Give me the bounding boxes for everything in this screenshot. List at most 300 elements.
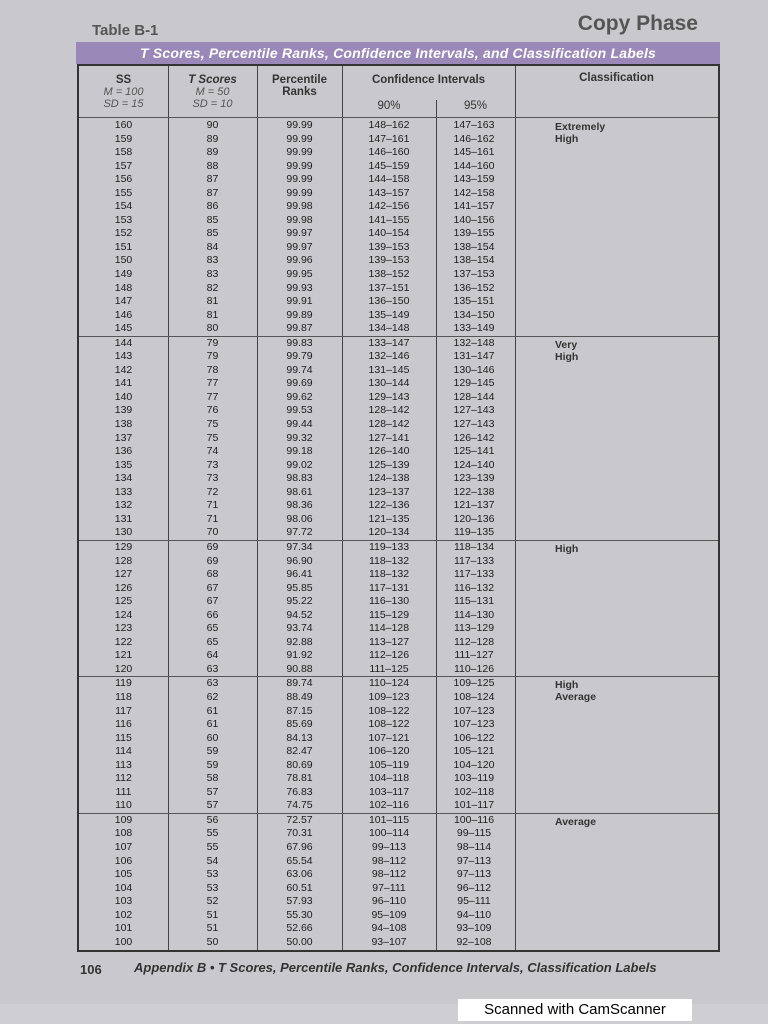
table-row — [79, 513, 718, 527]
percentile-cell: 99.02 — [286, 458, 313, 471]
t-score-cell: 72 — [206, 485, 219, 498]
ci90-cell: 138–152 — [368, 268, 410, 281]
ci90-cell: 98–112 — [371, 868, 407, 881]
classification-group — [79, 676, 718, 812]
percentile-cell: 99.99 — [286, 173, 313, 186]
table-row — [79, 445, 718, 459]
table-row — [79, 595, 718, 609]
ci95-cell: 94–110 — [456, 908, 492, 921]
header-ci: Confidence Intervals — [371, 74, 486, 86]
ss-cell: 145 — [114, 322, 133, 335]
t-score-cell: 73 — [206, 458, 219, 471]
t-score-cell: 61 — [206, 704, 219, 717]
ci95-cell: 92–108 — [456, 935, 492, 948]
percentile-cell: 99.99 — [286, 186, 313, 199]
header-divider — [79, 117, 718, 118]
percentile-cell: 92.88 — [286, 635, 313, 648]
classification-label: Extremely — [555, 121, 606, 133]
scanner-watermark: Scanned with CamScanner — [458, 999, 692, 1021]
t-score-cell: 54 — [206, 854, 219, 867]
percentile-cell: 99.53 — [286, 404, 313, 417]
percentile-cell: 76.83 — [286, 785, 313, 798]
ss-cell: 142 — [114, 363, 133, 376]
table-body — [79, 119, 718, 949]
table-row — [79, 814, 718, 828]
percentile-cell: 78.81 — [286, 772, 313, 785]
table-row — [79, 119, 718, 133]
ci90-cell: 142–156 — [368, 200, 410, 213]
t-score-cell: 51 — [206, 908, 219, 921]
ci95-cell: 137–153 — [453, 268, 495, 281]
percentile-cell: 99.93 — [286, 281, 313, 294]
ss-cell: 103 — [114, 895, 133, 908]
ci95-cell: 122–138 — [453, 485, 495, 498]
ci90-cell: 143–157 — [368, 186, 410, 199]
ci95-cell: 102–118 — [453, 785, 495, 798]
percentile-cell: 82.47 — [286, 745, 313, 758]
ss-cell: 152 — [114, 227, 133, 240]
ci90-cell: 128–142 — [368, 418, 410, 431]
score-table — [77, 64, 720, 952]
percentile-cell: 99.89 — [286, 308, 313, 321]
ci95-cell: 125–141 — [453, 445, 495, 458]
classification-label: Very — [555, 338, 578, 351]
percentile-cell: 50.00 — [286, 935, 313, 948]
ci90-cell: 120–134 — [368, 526, 410, 539]
ss-cell: 112 — [115, 772, 132, 785]
percentile-cell: 91.92 — [286, 649, 313, 662]
table-row — [79, 187, 718, 201]
t-score-cell: 55 — [206, 827, 219, 840]
ci95-cell: 129–145 — [453, 377, 495, 390]
ci95-cell: 96–112 — [456, 881, 492, 894]
ci95-cell: 127–143 — [453, 418, 495, 431]
ss-cell: 143 — [114, 350, 133, 363]
ci90-cell: 98–112 — [371, 854, 407, 867]
percentile-cell: 98.36 — [286, 499, 313, 512]
ci90-cell: 144–158 — [368, 173, 410, 186]
ci90-cell: 113–127 — [368, 635, 410, 648]
ci90-cell: 118–132 — [368, 554, 410, 567]
ss-cell: 108 — [114, 827, 133, 840]
header-ss-label: SS — [115, 74, 132, 86]
ci90-cell: 124–138 — [368, 472, 410, 485]
table-row — [79, 459, 718, 473]
percentile-cell: 94.52 — [286, 608, 313, 621]
percentile-cell: 93.74 — [286, 622, 313, 635]
ss-cell: 158 — [114, 146, 133, 159]
percentile-cell: 99.97 — [286, 227, 313, 240]
percentile-cell: 55.30 — [286, 908, 313, 921]
ci95-cell: 132–148 — [453, 336, 495, 349]
t-score-cell: 75 — [206, 431, 219, 444]
ci95-cell: 106–122 — [453, 731, 495, 744]
ci95-cell: 131–147 — [453, 350, 495, 363]
percentile-cell: 99.91 — [286, 295, 313, 308]
percentile-cell: 99.62 — [286, 390, 313, 403]
ci95-cell: 128–144 — [453, 390, 495, 403]
ci95-cell: 97–113 — [456, 854, 492, 867]
table-row — [79, 759, 718, 773]
ss-cell: 101 — [114, 922, 133, 935]
t-score-cell: 58 — [206, 772, 219, 785]
t-score-cell: 87 — [206, 173, 219, 186]
ci95-cell: 103–119 — [453, 772, 495, 785]
ci90-cell: 116–130 — [368, 595, 410, 608]
ci95-cell: 110–126 — [453, 662, 495, 675]
t-score-cell: 87 — [206, 186, 219, 199]
table-row — [79, 432, 718, 446]
t-score-cell: 62 — [206, 690, 219, 703]
ss-cell: 105 — [114, 868, 133, 881]
ss-cell: 137 — [114, 431, 133, 444]
ci95-cell: 113–129 — [453, 622, 495, 635]
header-percentile — [257, 74, 342, 98]
t-score-cell: 53 — [206, 868, 219, 881]
percentile-cell: 90.88 — [286, 662, 313, 675]
ci90-cell: 100–114 — [368, 827, 410, 840]
ci95-cell: 107–123 — [453, 704, 495, 717]
header-classification: Classification — [579, 72, 654, 84]
ci90-cell: 112–126 — [368, 649, 410, 662]
percentile-cell: 99.99 — [286, 159, 313, 172]
t-score-cell: 61 — [206, 718, 219, 731]
t-score-cell: 68 — [206, 568, 219, 581]
percentile-cell: 99.44 — [286, 418, 313, 431]
ss-cell: 120 — [114, 662, 133, 675]
ci90-cell: 107–121 — [368, 731, 410, 744]
table-row — [79, 718, 718, 732]
table-row — [79, 922, 718, 936]
t-score-cell: 63 — [206, 662, 219, 675]
ci90-cell: 129–143 — [368, 390, 410, 403]
percentile-cell: 95.85 — [286, 581, 313, 594]
ss-cell: 159 — [114, 132, 133, 145]
table-row — [79, 227, 718, 241]
table-row — [79, 254, 718, 268]
ss-cell: 121 — [114, 649, 133, 662]
ci95-cell: 127–143 — [453, 404, 495, 417]
table-row — [79, 133, 718, 147]
t-score-cell: 53 — [206, 881, 219, 894]
ss-cell: 114 — [115, 745, 132, 758]
table-row — [79, 486, 718, 500]
percentile-cell: 99.99 — [286, 119, 313, 131]
ci95-cell: 121–137 — [453, 499, 495, 512]
table-row — [79, 555, 718, 569]
ci95-cell: 117–133 — [453, 568, 495, 581]
ci90-cell: 128–142 — [368, 404, 410, 417]
ci90-cell: 140–154 — [368, 227, 410, 240]
table-row — [79, 936, 718, 950]
table-row — [79, 786, 718, 800]
ci90-cell: 146–160 — [368, 146, 410, 159]
classification-label: Average — [555, 815, 597, 828]
table-row — [79, 526, 718, 540]
table-row — [79, 868, 718, 882]
ci95-cell: 140–156 — [453, 213, 495, 226]
percentile-cell: 99.83 — [286, 336, 313, 349]
table-row — [79, 404, 718, 418]
ss-cell: 100 — [114, 935, 133, 948]
ci95-cell: 109–125 — [453, 677, 495, 690]
percentile-cell: 80.69 — [286, 758, 313, 771]
t-score-cell: 57 — [206, 785, 219, 798]
table-row — [79, 882, 718, 896]
ss-cell: 131 — [114, 512, 133, 525]
percentile-cell: 52.66 — [286, 922, 313, 935]
ci95-cell: 124–140 — [453, 458, 495, 471]
ss-cell: 136 — [114, 445, 133, 458]
ci90-cell: 97–111 — [372, 881, 406, 894]
percentile-cell: 99.99 — [286, 132, 313, 145]
ci90-cell: 135–149 — [368, 308, 410, 321]
ci95-cell: 145–161 — [453, 146, 495, 159]
percentile-cell: 88.49 — [286, 690, 313, 703]
percentile-cell: 89.74 — [286, 677, 313, 690]
t-score-cell: 51 — [206, 922, 219, 935]
percentile-cell: 72.57 — [286, 813, 313, 826]
ci95-cell: 112–128 — [453, 635, 495, 648]
ci95-cell: 118–134 — [453, 540, 495, 553]
ss-cell: 122 — [114, 635, 133, 648]
percentile-cell: 98.83 — [286, 472, 313, 485]
t-score-cell: 78 — [206, 363, 219, 376]
ci90-cell: 127–141 — [368, 431, 410, 444]
percentile-cell: 99.97 — [286, 240, 313, 253]
table-row — [79, 609, 718, 623]
table-row — [79, 377, 718, 391]
percentile-cell: 65.54 — [286, 854, 313, 867]
ss-cell: 128 — [114, 554, 133, 567]
ci95-cell: 115–131 — [453, 595, 495, 608]
ss-cell: 144 — [114, 336, 133, 349]
t-score-cell: 77 — [206, 377, 219, 390]
ss-cell: 154 — [114, 200, 133, 213]
ci95-cell: 143–159 — [453, 173, 495, 186]
header-ci90: 90% — [377, 100, 401, 112]
ci95-cell: 138–154 — [453, 254, 495, 267]
percentile-cell: 57.93 — [286, 895, 313, 908]
t-score-cell: 80 — [206, 322, 219, 335]
ci90-cell: 115–129 — [368, 608, 410, 621]
t-score-cell: 65 — [206, 622, 219, 635]
ss-cell: 134 — [114, 472, 133, 485]
ci95-cell: 142–158 — [453, 186, 495, 199]
table-row — [79, 322, 718, 336]
classification-group — [79, 336, 718, 540]
percentile-cell: 70.31 — [286, 827, 313, 840]
t-score-cell: 55 — [206, 840, 219, 853]
ci90-cell: 94–108 — [371, 922, 407, 935]
t-score-cell: 85 — [206, 227, 219, 240]
t-score-cell: 67 — [206, 595, 219, 608]
classification-label: High — [555, 133, 579, 145]
ci95-cell: 139–155 — [453, 227, 495, 240]
ss-cell: 156 — [114, 173, 133, 186]
ci90-cell: 131–145 — [368, 363, 410, 376]
ci95-cell: 136–152 — [453, 281, 495, 294]
percentile-cell: 85.69 — [286, 718, 313, 731]
percentile-cell: 67.96 — [286, 840, 313, 853]
ss-cell: 150 — [114, 254, 133, 267]
header-percentile-label2: Ranks — [282, 86, 317, 98]
ss-cell: 149 — [114, 268, 133, 281]
table-row — [79, 568, 718, 582]
ss-cell: 140 — [114, 390, 133, 403]
ci90-cell: 101–115 — [368, 813, 410, 826]
ss-cell: 118 — [115, 690, 132, 703]
table-row — [79, 364, 718, 378]
ss-cell: 117 — [115, 704, 132, 717]
header-t-label: T Scores — [188, 74, 237, 86]
ci90-cell: 139–153 — [368, 254, 410, 267]
t-score-cell: 79 — [206, 350, 219, 363]
t-score-cell: 79 — [206, 336, 219, 349]
t-score-cell: 64 — [206, 649, 219, 662]
ss-cell: 129 — [114, 540, 133, 553]
ci90-cell: 134–148 — [368, 322, 410, 335]
percentile-cell: 99.98 — [286, 213, 313, 226]
ci90-cell: 118–132 — [368, 568, 410, 581]
t-score-cell: 76 — [206, 404, 219, 417]
ci95-cell: 117–133 — [453, 554, 495, 567]
ss-cell: 135 — [114, 458, 133, 471]
ci95-cell: 116–132 — [453, 581, 495, 594]
t-score-cell: 71 — [206, 499, 219, 512]
t-score-cell: 57 — [206, 799, 219, 812]
table-row — [79, 705, 718, 719]
header-ss-mean: M = 100 — [103, 86, 144, 98]
t-score-cell: 67 — [206, 581, 219, 594]
ci95-cell: 126–142 — [453, 431, 495, 444]
ss-cell: 157 — [114, 159, 133, 172]
ci95-cell: 147–163 — [453, 119, 495, 131]
ci95-cell: 105–121 — [453, 745, 495, 758]
ci95-cell: 100–116 — [453, 813, 495, 826]
t-score-cell: 73 — [206, 472, 219, 485]
ci95-cell: 111–127 — [454, 649, 494, 662]
table-row — [79, 200, 718, 214]
ss-cell: 102 — [114, 908, 133, 921]
t-score-cell: 89 — [206, 132, 219, 145]
ci95-cell: 107–123 — [453, 718, 495, 731]
ci90-cell: 136–150 — [368, 295, 410, 308]
ss-cell: 113 — [115, 758, 132, 771]
ss-cell: 116 — [115, 718, 132, 731]
ci95-cell: 95–111 — [457, 895, 491, 908]
t-score-cell: 81 — [206, 308, 219, 321]
table-row — [79, 622, 718, 636]
table-row — [79, 745, 718, 759]
ss-cell: 160 — [114, 119, 133, 131]
percentile-cell: 99.32 — [286, 431, 313, 444]
ss-cell: 106 — [114, 854, 133, 867]
t-score-cell: 82 — [206, 281, 219, 294]
t-score-cell: 84 — [206, 240, 219, 253]
ss-cell: 124 — [114, 608, 133, 621]
ci95-cell: 130–146 — [453, 363, 495, 376]
t-score-cell: 75 — [206, 418, 219, 431]
ci90-cell: 103–117 — [368, 785, 410, 798]
ci90-cell: 108–122 — [368, 704, 410, 717]
ci90-cell: 105–119 — [368, 758, 410, 771]
table-row — [79, 160, 718, 174]
table-row — [79, 268, 718, 282]
ci90-cell: 114–128 — [368, 622, 410, 635]
percentile-cell: 96.90 — [286, 554, 313, 567]
ss-cell: 146 — [114, 308, 133, 321]
percentile-cell: 87.15 — [286, 704, 313, 717]
ci95-cell: 101–117 — [453, 799, 495, 812]
classification-label: High — [555, 350, 579, 363]
ss-cell: 109 — [114, 813, 133, 826]
t-score-cell: 85 — [206, 213, 219, 226]
ci95-cell: 93–109 — [456, 922, 492, 935]
ci90-cell: 96–110 — [371, 895, 407, 908]
table-row — [79, 855, 718, 869]
ci90-cell: 122–136 — [368, 499, 410, 512]
ci90-cell: 141–155 — [368, 213, 410, 226]
header-ss-sd: SD = 15 — [103, 98, 144, 110]
t-score-cell: 52 — [206, 895, 219, 908]
ci90-cell: 123–137 — [368, 485, 410, 498]
t-score-cell: 83 — [206, 254, 219, 267]
table-row — [79, 146, 718, 160]
t-score-cell: 71 — [206, 512, 219, 525]
ci90-cell: 95–109 — [371, 908, 407, 921]
percentile-cell: 99.99 — [286, 146, 313, 159]
ci95-cell: 133–149 — [453, 322, 495, 335]
ci90-cell: 133–147 — [368, 336, 410, 349]
t-score-cell: 86 — [206, 200, 219, 213]
ci95-cell: 97–113 — [456, 868, 492, 881]
ss-cell: 130 — [114, 526, 133, 539]
ci95-cell: 123–139 — [453, 472, 495, 485]
ss-cell: 119 — [115, 677, 132, 690]
table-row — [79, 841, 718, 855]
ss-cell: 155 — [114, 186, 133, 199]
ci90-cell: 93–107 — [371, 935, 407, 948]
ci90-cell: 132–146 — [368, 350, 410, 363]
ss-cell: 139 — [114, 404, 133, 417]
percentile-cell: 98.61 — [286, 485, 313, 498]
percentile-cell: 99.74 — [286, 363, 313, 376]
ci90-cell: 147–161 — [368, 132, 410, 145]
table-row — [79, 337, 718, 351]
ci90-cell: 126–140 — [368, 445, 410, 458]
ss-cell: 110 — [115, 799, 132, 812]
ci90-cell: 125–139 — [368, 458, 410, 471]
table-row — [79, 677, 718, 691]
percentile-cell: 98.06 — [286, 512, 313, 525]
percentile-cell: 99.87 — [286, 322, 313, 335]
classification-group — [79, 119, 718, 336]
table-row — [79, 772, 718, 786]
ci95-cell: 141–157 — [453, 200, 495, 213]
t-score-cell: 60 — [206, 731, 219, 744]
t-score-cell: 89 — [206, 146, 219, 159]
t-score-cell: 70 — [206, 526, 219, 539]
percentile-cell: 97.34 — [286, 540, 313, 553]
table-row — [79, 691, 718, 705]
ci95-cell: 108–124 — [453, 690, 495, 703]
phase-title: Copy Phase — [577, 12, 698, 35]
t-score-cell: 66 — [206, 608, 219, 621]
page-number: 106 — [80, 962, 102, 977]
ci90-cell: 108–122 — [368, 718, 410, 731]
ci95-cell: 119–135 — [453, 526, 495, 539]
